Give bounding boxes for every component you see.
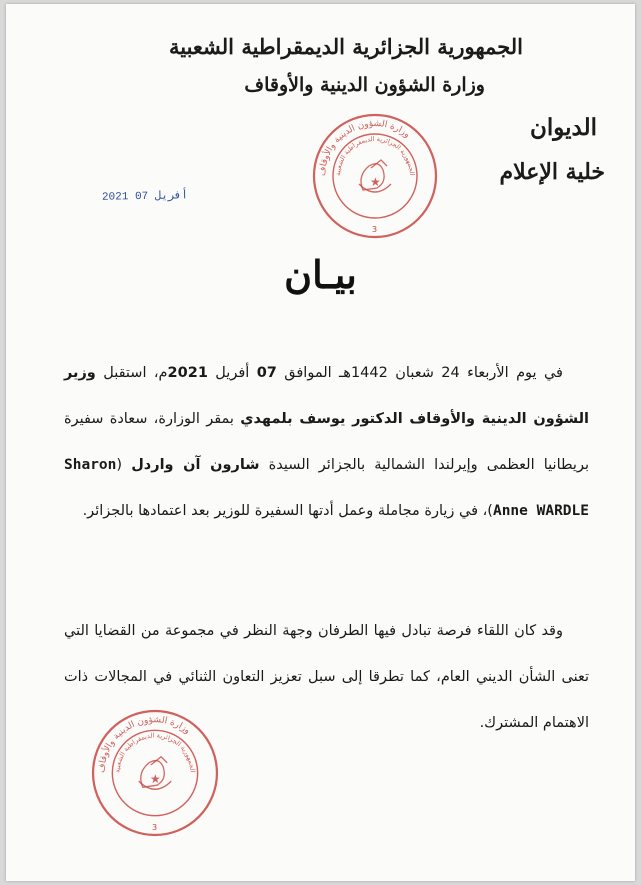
p2-text: وقد كان اللقاء فرصة تبادل فيها الطرفان وجهة النظر في مجموعة من القضايا التي تعنى الشأن الديني العام، كما تطرقا إلى سبل تعزيز التعاون الثنائي في المجالات ذات الاهتمام المشترك. [64,623,589,731]
svg-text:★: ★ [149,772,161,787]
p1-seg-9: ( [116,457,132,473]
republic-heading: الجمهورية الجزائرية الديمقراطية الشعبية [168,34,523,59]
date-stamp: 2021 أفريل 07 [101,190,189,204]
paragraph-1 [64,350,589,534]
document-page [6,4,635,881]
ambassador-name-ar: شارون آن واردل [131,457,260,473]
official-seal-top [311,112,439,240]
p1-seg-7: بمقر الوزارة، سعادة سفيرة بريطانيا العظمى وإيرلندا الشمالية بالجزائر السيدة [64,411,589,473]
svg-text:★: ★ [370,175,381,189]
seal-icon [311,112,439,240]
ambassador-name-latin: Sharon Anne WARDLE [64,457,589,519]
minister-name: وزير الشؤون الدينية والأوقاف الدكتور يوسف بلمهدي [64,365,589,427]
cabinet-heading: الديوان [529,114,597,141]
seal-number: 3 [151,821,158,832]
seal-ring-text: وزارة الشؤون الدينية والأوقاف [317,118,412,177]
seal-inner-text: الجمهورية الجزائرية الديمقراطية الشعبية [333,134,417,177]
media-cell-heading: خلية الإعلام [499,159,605,185]
svg-text:الجمهورية الجزائرية الديمقراطي [113,731,196,773]
seal-ring-text: وزارة الشؤون الدينية والأوقاف [97,715,192,774]
p1-seg-2: 07 [256,365,277,381]
seal-icon [90,708,220,838]
p1-seg-4: 2021 [167,365,208,381]
p1-seg-11: )، في زيارة مجاملة وعمل أدتها السفيرة للوزير بعد اعتمادها بالجزائر. [82,503,493,519]
p1-seg-5: م، استقبل [95,365,168,381]
p1-seg-1: في يوم الأربعاء 24 شعبان 1442هـ الموافق [276,365,563,381]
svg-text:الجمهورية الجزائرية الديمقراطي [334,135,416,176]
seal-inner-text: الجمهورية الجزائرية الديمقراطية الشعبية [113,731,197,774]
p1-seg-3: أفريل [207,365,257,381]
ministry-heading: وزارة الشؤون الدينية والأوقاف [244,74,485,96]
official-seal-bottom [90,708,220,838]
seal-number: 3 [372,225,378,234]
document-title: بيـان [284,252,357,297]
